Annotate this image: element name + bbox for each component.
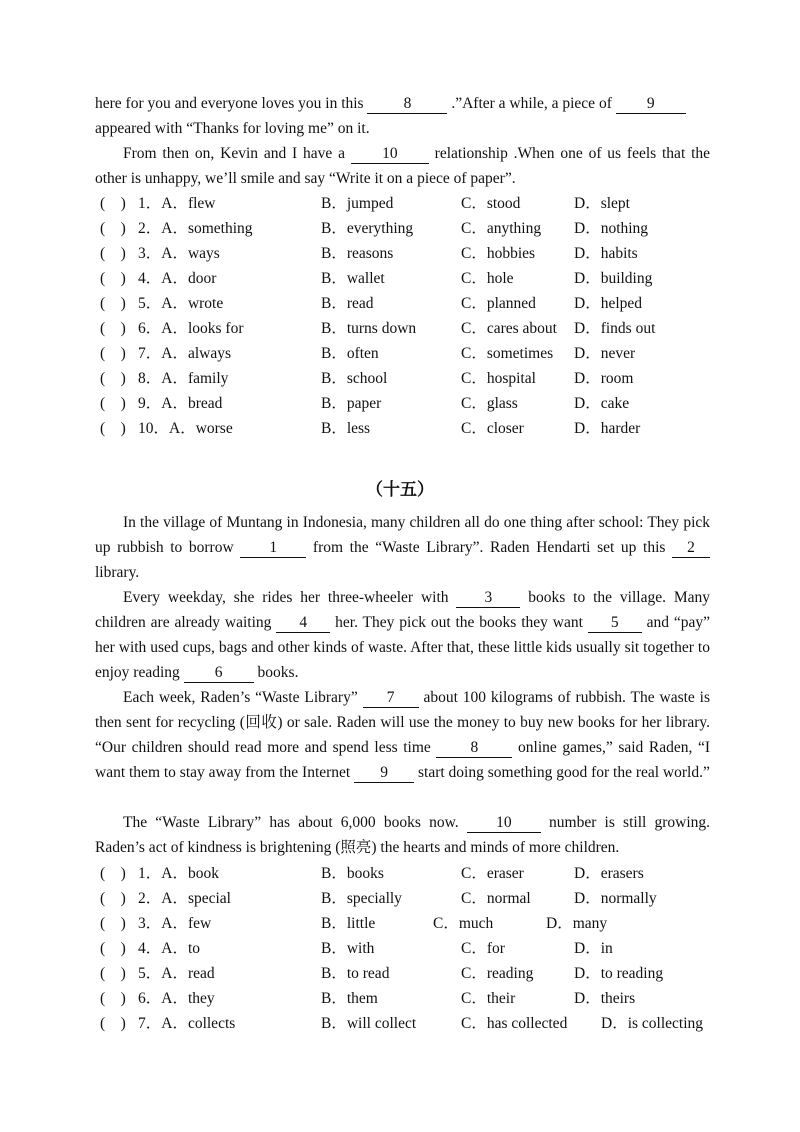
question-row — [100, 216, 720, 241]
option-c[interactable]: C．for — [461, 940, 505, 957]
option-b[interactable]: B．specially — [321, 890, 402, 907]
option-a[interactable]: 7．A．always — [138, 345, 231, 362]
question-row — [100, 961, 720, 986]
passage-text: In the village of Muntang in Indonesia, many children all do one thing after school: They pick up rubbish to borrow — [95, 514, 710, 556]
passage-text: books to the village. Many children are already waiting — [95, 589, 710, 631]
option-a[interactable]: 2．A．special — [138, 890, 231, 907]
blank-4[interactable]: 4 — [276, 614, 330, 633]
question-row — [100, 936, 720, 961]
question-row — [100, 416, 720, 441]
passage14-line2 — [95, 116, 710, 141]
option-c[interactable]: C．cares about — [461, 320, 557, 337]
option-c[interactable]: C．eraser — [461, 865, 524, 882]
option-a[interactable]: 1．A．book — [138, 865, 219, 882]
option-b[interactable]: B．school — [321, 370, 388, 387]
answer-paren[interactable]: ( ) — [100, 915, 126, 932]
option-d[interactable]: D．habits — [574, 245, 638, 262]
option-b[interactable]: B．books — [321, 865, 384, 882]
option-c[interactable]: C．normal — [461, 890, 531, 907]
answer-paren[interactable]: ( ) — [100, 370, 126, 387]
answer-paren[interactable]: ( ) — [100, 195, 126, 212]
passage-text: relationship .When one of us feels that the other is unhappy, we’ll smile and say “Write it on a piece of paper”. — [95, 145, 711, 187]
question-row — [100, 191, 720, 216]
option-a[interactable]: 4．A．to — [138, 940, 201, 957]
option-d[interactable]: D．helped — [574, 295, 643, 312]
blank-2[interactable]: 2 — [672, 539, 710, 558]
option-d[interactable]: D．nothing — [574, 220, 649, 237]
passage-text: books. — [257, 664, 299, 681]
option-d[interactable]: D．normally — [574, 890, 657, 907]
blank-5[interactable]: 5 — [588, 614, 642, 633]
blank-8[interactable]: 8 — [436, 739, 512, 758]
option-b[interactable]: B．often — [321, 345, 379, 362]
option-b[interactable]: B．them — [321, 990, 378, 1007]
passage-text: From then on, Kevin and I have a — [123, 145, 345, 162]
answer-paren[interactable]: ( ) — [100, 890, 126, 907]
option-c[interactable]: C．stood — [461, 195, 521, 212]
answer-paren[interactable]: ( ) — [100, 295, 126, 312]
option-c[interactable]: C．much — [433, 915, 494, 932]
passage-text: and “pay” her with used cups, bags and other kinds of waste. After that, these little kids usually sit together to enjoy reading — [95, 614, 711, 681]
question-row — [100, 291, 720, 316]
option-d[interactable]: D．cake — [574, 395, 630, 412]
question-row — [100, 911, 720, 936]
blank-10[interactable]: 10 — [351, 145, 429, 164]
blank-10[interactable]: 10 — [467, 814, 541, 833]
option-b[interactable]: B．turns down — [321, 320, 417, 337]
option-c[interactable]: C．hobbies — [461, 245, 536, 262]
option-a[interactable]: 8．A．family — [138, 370, 229, 387]
passage-text: library. — [95, 564, 140, 581]
option-b[interactable]: B．read — [321, 295, 374, 312]
option-d[interactable]: D．slept — [574, 195, 630, 212]
answer-paren[interactable]: ( ) — [100, 865, 126, 882]
option-c[interactable]: C．hospital — [461, 370, 536, 387]
option-d[interactable]: D．many — [546, 915, 608, 932]
option-b[interactable]: B．wallet — [321, 270, 385, 287]
question-row — [100, 1011, 720, 1036]
option-a[interactable]: 2．A．something — [138, 220, 253, 237]
blank-7[interactable]: 7 — [363, 689, 419, 708]
answer-paren[interactable]: ( ) — [100, 420, 126, 437]
answer-paren[interactable]: ( ) — [100, 940, 126, 957]
passage15-para1 — [95, 510, 710, 585]
option-c[interactable]: C．hole — [461, 270, 514, 287]
blank-1[interactable]: 1 — [240, 539, 306, 558]
blank-3[interactable]: 3 — [456, 589, 520, 608]
passage-text: number is still growing. Raden’s act of kindness is brightening (照亮) the hearts and minds of more children. — [95, 814, 711, 856]
option-d[interactable]: D．building — [574, 270, 653, 287]
option-c[interactable]: C．anything — [461, 220, 542, 237]
passage-text: about 100 kilograms of rubbish. The waste is then sent for recycling (回收) or sale. Raden will use the money to buy new books for her library. “Our children should read more and spend less time — [95, 689, 710, 756]
option-b[interactable]: B．less — [321, 420, 371, 437]
question-row — [100, 861, 720, 886]
option-a[interactable]: 3．A．few — [138, 915, 212, 932]
blank-6[interactable]: 6 — [184, 664, 254, 683]
passage-text: The “Waste Library” has about 6,000 books now. — [123, 814, 459, 831]
answer-paren[interactable]: ( ) — [100, 965, 126, 982]
option-c[interactable]: C．reading — [461, 965, 534, 982]
answer-paren[interactable]: ( ) — [100, 245, 126, 262]
answer-paren[interactable]: ( ) — [100, 1015, 126, 1032]
option-d[interactable]: D．erasers — [574, 865, 644, 882]
option-d[interactable]: D．room — [574, 370, 634, 387]
option-a[interactable]: 1．A．flew — [138, 195, 216, 212]
passage-text: her. They pick out the books they want — [335, 614, 583, 631]
option-d[interactable]: D．is collecting — [601, 1015, 704, 1032]
blank-8[interactable]: 8 — [367, 95, 447, 114]
passage-text: .”After a while, a piece of — [451, 95, 612, 112]
option-b[interactable]: B．jumped — [321, 195, 394, 212]
passage-text: online games,” said Raden, “I want them to stay away from the Internet — [95, 739, 711, 781]
option-b[interactable]: B．with — [321, 940, 375, 957]
option-b[interactable]: B．little — [321, 915, 376, 932]
option-a[interactable]: 5．A．read — [138, 965, 215, 982]
question-row — [100, 986, 720, 1011]
blank-9[interactable]: 9 — [616, 95, 686, 114]
answer-paren[interactable]: ( ) — [100, 990, 126, 1007]
passage15-para4 — [95, 810, 710, 860]
option-c[interactable]: C．closer — [461, 420, 524, 437]
question-row — [100, 886, 720, 911]
option-c[interactable]: C．glass — [461, 395, 518, 412]
passage14-line1 — [95, 91, 710, 116]
question-row — [100, 341, 720, 366]
question-row — [100, 366, 720, 391]
option-b[interactable]: B．paper — [321, 395, 382, 412]
answer-paren[interactable]: ( ) — [100, 395, 126, 412]
answer-paren[interactable]: ( ) — [100, 320, 126, 337]
option-c[interactable]: C．has collected — [461, 1015, 568, 1032]
option-a[interactable]: 7．A．collects — [138, 1015, 236, 1032]
passage-text: appeared with “Thanks for loving me” on it. — [95, 120, 370, 137]
passage-text: Each week, Raden’s “Waste Library” — [123, 689, 358, 706]
passage-text: Every weekday, she rides her three-wheeler with — [123, 589, 449, 606]
question-row — [100, 266, 720, 291]
option-d[interactable]: D．finds out — [574, 320, 656, 337]
passage15-para2 — [95, 585, 710, 685]
option-c[interactable]: C．planned — [461, 295, 536, 312]
answer-paren[interactable]: ( ) — [100, 270, 126, 287]
option-b[interactable]: B．to read — [321, 965, 390, 982]
answer-paren[interactable]: ( ) — [100, 345, 126, 362]
question-row — [100, 391, 720, 416]
question-row — [100, 316, 720, 341]
question-row — [100, 241, 720, 266]
option-b[interactable]: B．reasons — [321, 245, 394, 262]
section-heading: （十五） — [366, 480, 434, 500]
blank-9[interactable]: 9 — [354, 764, 414, 783]
passage-text: start doing something good for the real world.” — [418, 764, 710, 781]
passage-text: here for you and everyone loves you in this — [95, 95, 364, 112]
answer-paren[interactable]: ( ) — [100, 220, 126, 237]
option-d[interactable]: D．to reading — [574, 965, 664, 982]
option-d[interactable]: D．never — [574, 345, 636, 362]
option-c[interactable]: C．sometimes — [461, 345, 554, 362]
option-a[interactable]: 6．A．they — [138, 990, 215, 1007]
option-a[interactable]: 5．A．wrote — [138, 295, 224, 312]
option-d[interactable]: D．harder — [574, 420, 641, 437]
option-a[interactable]: 6．A．looks for — [138, 320, 244, 337]
option-a[interactable]: 3．A．ways — [138, 245, 220, 262]
passage15-para3 — [95, 685, 710, 785]
passage14-para2 — [95, 141, 710, 191]
passage-text: from the “Waste Library”. Raden Hendarti set up this — [312, 539, 666, 556]
option-d[interactable]: D．in — [574, 940, 613, 957]
option-a[interactable]: 9．A．bread — [138, 395, 223, 412]
option-a[interactable]: 10．A．worse — [138, 420, 233, 437]
option-b[interactable]: B．everything — [321, 220, 414, 237]
option-c[interactable]: C．their — [461, 990, 516, 1007]
option-b[interactable]: B．will collect — [321, 1015, 417, 1032]
option-d[interactable]: D．theirs — [574, 990, 636, 1007]
option-a[interactable]: 4．A．door — [138, 270, 217, 287]
